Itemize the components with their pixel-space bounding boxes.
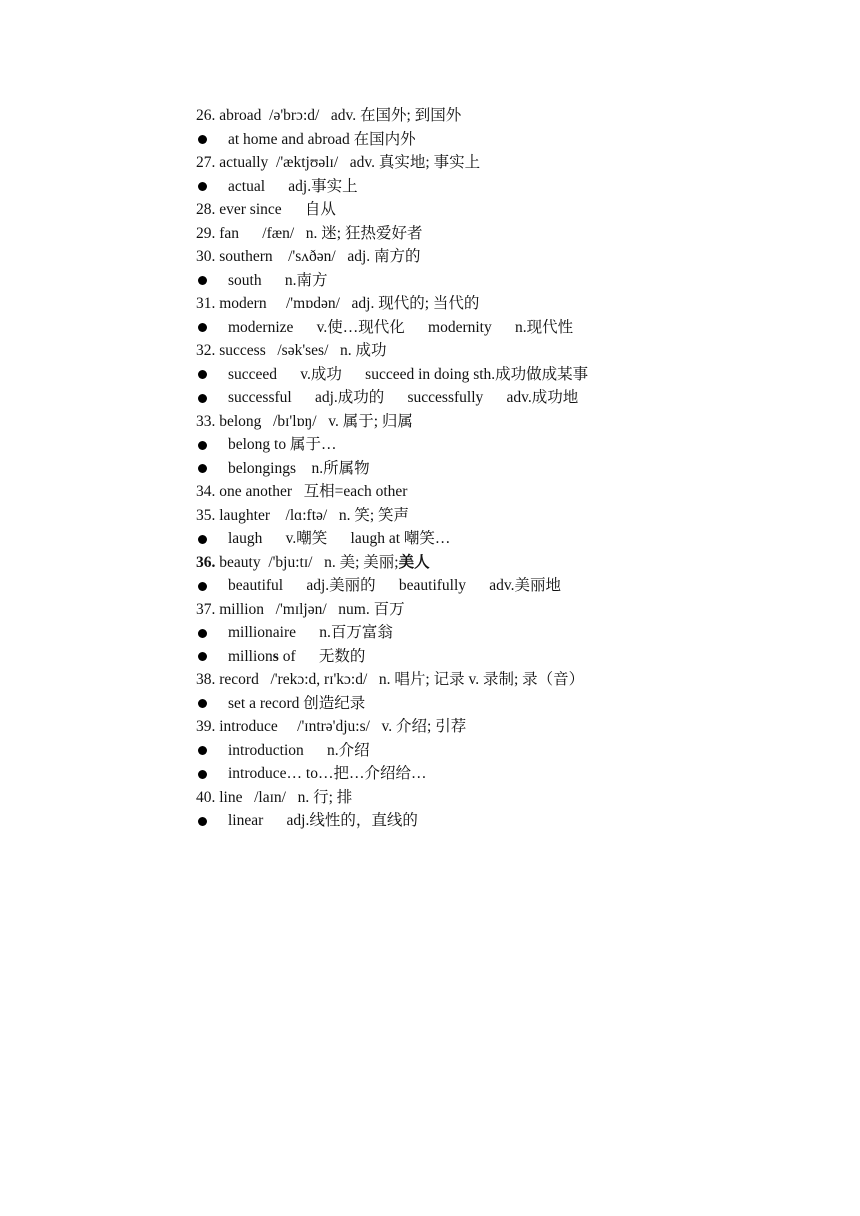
entry-text: actual adj.事实上: [228, 177, 358, 195]
entry-number: 40.: [196, 788, 216, 806]
entry-text: introduction n.介绍: [228, 741, 370, 759]
entry-text: belong to 属于…: [228, 436, 337, 453]
vocab-bullet-item: [196, 739, 836, 763]
bullet-icon: [196, 762, 228, 786]
entry-text: beautiful adj.美丽的 beautifully adv.美丽地: [228, 577, 562, 594]
entry-text: record /'rekɔ:d, rɪ'kɔ:d/ n. 唱片; 记录 v. 录制; 录（音）: [215, 671, 585, 688]
entry-number: 33.: [196, 412, 216, 430]
vocab-entry: [196, 480, 836, 504]
vocab-bullet-item: [196, 363, 836, 387]
entry-number: 26.: [196, 107, 216, 124]
entry-number: 36.: [196, 553, 216, 571]
entry-text: laughter /lɑ:ftə/ n. 笑; 笑声: [215, 506, 410, 524]
entry-number: 32.: [196, 342, 216, 359]
bullet-icon: [196, 433, 228, 457]
vocab-bullet-item: [196, 433, 836, 457]
entry-text: beauty /'bju:tɪ/ n. 美; 美丽;: [215, 553, 399, 571]
entry-text: line /laɪn/ n. 行; 排: [215, 788, 353, 806]
entry-text: s: [272, 647, 279, 665]
vocab-bullet-item: [196, 175, 836, 199]
entry-number: 29.: [196, 224, 216, 242]
entry-text: successful adj.成功的 successfully adv.成功地: [228, 389, 579, 406]
vocab-entry: [196, 668, 836, 692]
entry-text: introduce /'ɪntrə'dju:s/ v. 介绍; 引荐: [215, 718, 467, 735]
bullet-icon: [196, 527, 228, 551]
vocab-bullet-item: [196, 762, 836, 786]
vocab-entry: [196, 339, 836, 363]
bullet-icon: [196, 363, 228, 387]
entry-text: belongings n.所属物: [228, 459, 370, 477]
entry-text: success /sək'ses/ n. 成功: [215, 342, 387, 359]
vocab-entry: [196, 151, 836, 175]
entry-text: ever since 自从: [215, 201, 336, 218]
entry-text: introduce… to…把…介绍给…: [228, 765, 427, 782]
entry-text: succeed v.成功 succeed in doing sth.成功做成某事: [228, 365, 589, 383]
vocab-entry: [196, 104, 836, 128]
entry-number: 28.: [196, 201, 216, 218]
entry-text: belong /bɪ'lɒŋ/ v. 属于; 归属: [215, 412, 413, 430]
entry-text: abroad /ə'brɔ:d/ adv. 在国外; 到国外: [215, 107, 462, 124]
bullet-icon: [196, 386, 228, 410]
vocab-bullet-item: [196, 128, 836, 152]
entry-text: at home and abroad 在国内外: [228, 130, 416, 148]
vocabulary-list: [196, 104, 836, 833]
vocab-bullet-item: [196, 269, 836, 293]
vocab-entry: [196, 598, 836, 622]
bullet-icon: [196, 457, 228, 481]
vocab-entry: [196, 222, 836, 246]
bullet-icon: [196, 316, 228, 340]
vocab-entry: [196, 198, 836, 222]
entry-text: fan /fæn/ n. 迷; 狂热爱好者: [215, 224, 423, 242]
bullet-icon: [196, 269, 228, 293]
vocab-bullet-item: [196, 316, 836, 340]
entry-text: south n.南方: [228, 271, 328, 289]
entry-text: modern /'mɒdən/ adj. 现代的; 当代的: [215, 295, 480, 312]
vocab-bullet-item: [196, 809, 836, 833]
entry-text: 美人: [398, 553, 430, 571]
bullet-icon: [196, 175, 228, 199]
entry-text: actually /'æktjʊəlɪ/ adv. 真实地; 事实上: [215, 154, 481, 171]
vocab-bullet-item: [196, 692, 836, 716]
vocab-bullet-item: [196, 457, 836, 481]
vocab-entry: [196, 245, 836, 269]
entry-number: 35.: [196, 506, 216, 524]
entry-text: linear adj.线性的，直线的: [228, 812, 418, 829]
entry-number: 31.: [196, 295, 216, 312]
vocab-entry: [196, 292, 836, 316]
vocab-bullet-item: [196, 527, 836, 551]
entry-number: 30.: [196, 248, 216, 265]
entry-text: southern /'sʌðən/ adj. 南方的: [215, 248, 421, 265]
entry-text: set a record 创造纪录: [228, 694, 366, 712]
entry-number: 37.: [196, 600, 216, 618]
vocab-bullet-item: [196, 386, 836, 410]
entry-text: modernize v.使…现代化 modernity n.现代性: [228, 318, 574, 336]
entry-text: million: [228, 647, 273, 665]
bullet-icon: [196, 739, 228, 763]
vocab-bullet-item: [196, 574, 836, 598]
entry-text: million /'mɪljən/ num. 百万: [215, 600, 405, 618]
entry-text: laugh v.嘲笑 laugh at 嘲笑…: [228, 530, 451, 547]
entry-number: 27.: [196, 154, 216, 171]
bullet-icon: [196, 621, 228, 645]
vocab-bullet-item: [196, 621, 836, 645]
vocab-entry: [196, 786, 836, 810]
bullet-icon: [196, 645, 228, 669]
entry-text: millionaire n.百万富翁: [228, 624, 393, 641]
entry-number: 34.: [196, 483, 216, 500]
vocab-entry: [196, 715, 836, 739]
entry-number: 38.: [196, 671, 216, 688]
entry-text: of 无数的: [278, 647, 366, 665]
vocab-entry: [196, 551, 836, 575]
entry-text: one another 互相=each other: [215, 483, 408, 500]
bullet-icon: [196, 128, 228, 152]
bullet-icon: [196, 574, 228, 598]
vocab-entry: [196, 410, 836, 434]
entry-number: 39.: [196, 718, 216, 735]
bullet-icon: [196, 809, 228, 833]
vocab-bullet-item: [196, 645, 836, 669]
vocab-entry: [196, 504, 836, 528]
bullet-icon: [196, 692, 228, 716]
